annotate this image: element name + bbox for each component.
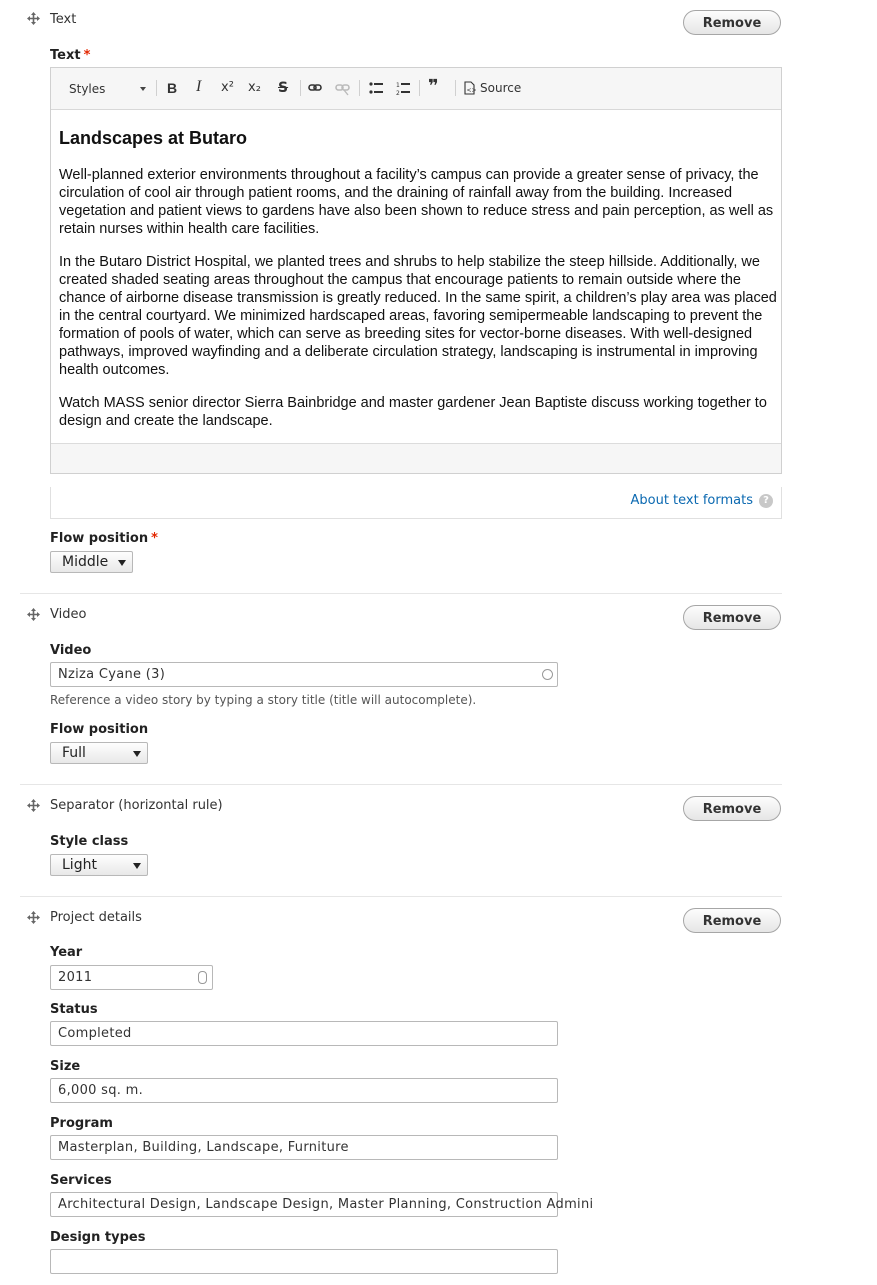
strikethrough-button[interactable]: S bbox=[278, 80, 289, 96]
svg-text:2: 2 bbox=[396, 90, 400, 97]
superscript-button[interactable]: x² bbox=[221, 80, 234, 95]
remove-video-paragraph-button[interactable]: Remove bbox=[683, 605, 781, 630]
year-number-input[interactable]: 2011 bbox=[50, 965, 213, 990]
paragraph-title-separator: Separator (horizontal rule) bbox=[50, 798, 223, 813]
link-icon[interactable] bbox=[308, 81, 322, 95]
status-label: Status bbox=[50, 1002, 98, 1017]
size-label: Size bbox=[50, 1059, 81, 1074]
paragraph-divider bbox=[20, 593, 782, 594]
rich-text-editor[interactable] bbox=[50, 67, 782, 474]
svg-text:<>: <> bbox=[466, 87, 477, 94]
flow-position-select[interactable]: Middle bbox=[50, 551, 133, 573]
services-input[interactable]: Architectural Design, Landscape Design, Master Planning, Construction Admini bbox=[50, 1192, 558, 1217]
editor-status-bar bbox=[51, 443, 781, 473]
style-class-label: Style class bbox=[50, 834, 129, 849]
video-field-description: Reference a video story by typing a story title (title will autocomplete). bbox=[50, 693, 477, 707]
video-field-label: Video bbox=[50, 643, 92, 658]
remove-text-paragraph-button[interactable]: Remove bbox=[683, 10, 781, 35]
flow-position-label: Flow position bbox=[50, 722, 149, 737]
paragraph-title-video: Video bbox=[50, 607, 87, 622]
remove-separator-paragraph-button[interactable]: Remove bbox=[683, 796, 781, 821]
source-icon[interactable] bbox=[464, 81, 475, 95]
paragraph-divider bbox=[20, 896, 782, 897]
chevron-down-icon bbox=[133, 751, 141, 757]
program-input[interactable]: Masterplan, Building, Landscape, Furniture bbox=[50, 1135, 558, 1160]
required-marker: * bbox=[83, 48, 91, 63]
content-heading: Landscapes at Butaro bbox=[59, 128, 248, 148]
status-input[interactable]: Completed bbox=[50, 1021, 558, 1046]
italic-button[interactable]: I bbox=[196, 78, 202, 95]
services-label: Services bbox=[50, 1173, 112, 1188]
subscript-button[interactable]: x₂ bbox=[248, 80, 261, 95]
program-label: Program bbox=[50, 1116, 113, 1131]
text-format-wrapper bbox=[50, 487, 782, 519]
chevron-down-icon bbox=[133, 863, 141, 869]
svg-text:1: 1 bbox=[396, 82, 400, 89]
styles-chevron-down-icon bbox=[140, 87, 146, 91]
year-label: Year bbox=[50, 945, 83, 960]
style-class-select[interactable]: Light bbox=[50, 854, 148, 876]
number-spinner-icon[interactable] bbox=[198, 971, 207, 984]
paragraph-title-text: Text bbox=[50, 12, 77, 27]
paragraph-title-project-details: Project details bbox=[50, 910, 142, 925]
content-paragraph-1: Well-planned exterior environments throughout a facility’s campus can provide a greater sense of privacy, the circulation of cool air through patient rooms, and the draining of rainfall away from the building. Increased vegetation and patient views to gardens have also been shown to reduce stress and pain perception, as well as retain nurses within health care facilities. bbox=[59, 167, 774, 237]
editor-content[interactable] bbox=[59, 129, 779, 445]
drag-handle-icon[interactable] bbox=[27, 911, 40, 924]
source-button[interactable]: Source bbox=[480, 81, 522, 95]
content-paragraph-3: Watch MASS senior director Sierra Bainbridge and master gardener Jean Baptiste discuss working together to design and create the landscape. bbox=[59, 395, 767, 429]
size-input[interactable]: 6,000 sq. m. bbox=[50, 1078, 558, 1103]
video-reference-input[interactable]: Nziza Cyane (3) bbox=[50, 662, 558, 687]
help-icon[interactable]: ? bbox=[759, 494, 773, 508]
drag-handle-icon[interactable] bbox=[27, 608, 40, 621]
bulleted-list-icon[interactable] bbox=[369, 81, 384, 96]
design-types-label: Design types bbox=[50, 1230, 146, 1245]
about-text-formats-link[interactable]: About text formats bbox=[630, 493, 753, 508]
unlink-icon[interactable] bbox=[335, 81, 350, 96]
numbered-list-icon[interactable] bbox=[396, 81, 411, 96]
required-marker: * bbox=[151, 531, 158, 546]
text-field-label: Text * bbox=[50, 48, 91, 63]
styles-dropdown[interactable]: Styles bbox=[69, 82, 106, 96]
chevron-down-icon bbox=[118, 560, 126, 566]
blockquote-button[interactable]: ❞ bbox=[428, 76, 439, 97]
drag-handle-icon[interactable] bbox=[27, 12, 40, 25]
flow-position-select[interactable]: Full bbox=[50, 742, 148, 764]
autocomplete-throbber-icon bbox=[542, 669, 553, 680]
design-types-input[interactable] bbox=[50, 1249, 558, 1274]
flow-position-label: Flow position * bbox=[50, 531, 158, 546]
remove-project-details-paragraph-button[interactable]: Remove bbox=[683, 908, 781, 933]
drag-handle-icon[interactable] bbox=[27, 799, 40, 812]
editor-toolbar bbox=[51, 68, 781, 110]
content-paragraph-2: In the Butaro District Hospital, we planted trees and shrubs to help stabilize the steep hillside. Additionally, we created shaded seating areas throughout the campus that encourage patients to remain outside where the chance of airborne disease transmission is greatly reduced. In the same spirit, a children’s play area was placed in the central courtyard. We minimized hardscaped areas, favoring semipermeable landscaping to prevent the formation of pools of water, which can serve as breeding sites for vector-borne diseases. With well-designed pathways, improved wayfinding and a deliberate circulation strategy, landscaping is instrumental in improving health outcomes. bbox=[59, 254, 777, 378]
bold-button[interactable]: B bbox=[167, 80, 178, 96]
paragraph-divider bbox=[20, 784, 782, 785]
